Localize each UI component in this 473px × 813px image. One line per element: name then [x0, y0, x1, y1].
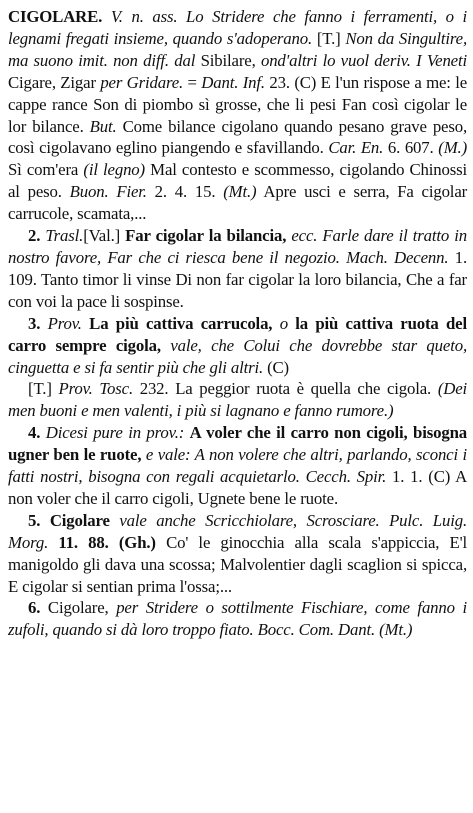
sense-source-number: 1. 109.	[8, 247, 467, 289]
source-dante-number: 23.	[269, 72, 290, 92]
entry-paragraph	[8, 6, 467, 225]
sibilare-word: Sibilare,	[200, 50, 256, 70]
phrase-bold: A voler che il carro non cigoli, bisogna ugner ben le ruote,	[8, 423, 468, 465]
source-buon: Buon. Fier.	[69, 182, 147, 202]
sense-source: Mach. Decenn.	[346, 247, 449, 267]
source-but: But.	[89, 116, 117, 136]
sense-word: Cigolare,	[47, 598, 109, 618]
t-mark: [T.]	[28, 379, 52, 399]
sense-label: Trasl.	[45, 226, 84, 246]
sense-gloss: vale anche Scricchiolare, Scrosciare.	[119, 510, 380, 530]
quote-dante: E l'un rispose a me: le cappe rance Son di piombo sì grosse, che li pesi Fan così cigolar le lor bilance.	[8, 72, 468, 136]
sense-2	[8, 225, 467, 313]
gh-mark: (Gh.)	[118, 532, 156, 552]
sense-intro: Dicesi pure in prov.:	[45, 423, 185, 443]
source-car: Car. En.	[328, 138, 384, 158]
sense-3	[8, 313, 467, 379]
sense-source-number: 232.	[139, 379, 169, 399]
mt-mark: (Mt.)	[223, 182, 257, 202]
quote-but: Come bilance cigolano quando pesano grave peso, così cigolavano eglino piangendo e sfavillando.	[8, 116, 468, 158]
quote-buon: Apre usci e serra, Fa cigolar carrucole, scamata,...	[8, 182, 468, 224]
sense-gloss-2: (Dei men buoni e men valenti, i più si lagnano e fanno rumore.)	[8, 379, 468, 421]
headword: CIGOLARE.	[8, 7, 103, 26]
sense-quote: La peggior ruota è quella che cigola.	[175, 379, 432, 399]
sense-3-subentry	[8, 378, 467, 422]
etymology-note-2: ond'altri lo vuol deriv.	[260, 50, 411, 70]
sense-number: 2.	[28, 226, 41, 246]
quote-car: Sì com'era	[8, 160, 79, 180]
definition: Lo Stridere che fanno i ferramenti, o i legnami fregati insieme, quando s'adoperano.	[8, 7, 468, 48]
sense-number: 3.	[28, 313, 41, 333]
val-mark: [Val.]	[83, 226, 121, 246]
sense-source: Cecch. Spir.	[305, 467, 387, 487]
per-gridare: per Gridare.	[100, 72, 184, 92]
t-mark: [T.]	[316, 28, 341, 48]
c-mark: (C)	[428, 467, 451, 487]
source-buon-number: 2. 4. 15.	[154, 182, 216, 202]
sense-number: 5.	[28, 510, 41, 530]
sense-quote: Co' le ginocchia alla scala s'appiccia, E'l manigoldo gli dava una scossa; Malvolentier dagli scaglion si spicca, E cigolar si sentian prima l'ossa;...	[8, 532, 467, 596]
veneti-note: I Veneti	[416, 50, 468, 70]
sense-4	[8, 422, 467, 510]
sense-gloss: vale, che Colui che dovrebbe star queto, cinguetta e si fa sentir più che gli altri.	[8, 335, 467, 377]
sense-gloss: e vale: A non volere che altri, parlando, sconci i fatti nostri, bisogna con regali acquietarlo.	[8, 445, 468, 487]
sense-gloss: per Stridere o sottilmente Fischiare, come fanno i zufoli, quando si dà loro troppo fiato.	[8, 598, 468, 640]
c-mark: (C)	[267, 357, 289, 377]
sense-source: Prov. Tosc.	[58, 379, 133, 399]
cigare-words: Cigare, Zigar	[8, 72, 96, 92]
sense-source: Bocc. Com. Dant.	[257, 620, 376, 640]
m-mark: (M.)	[438, 138, 468, 158]
etymology-note: Non da Singultire, ma suono imit. non diff. dal	[8, 28, 468, 70]
il-legno: (il legno)	[83, 160, 145, 180]
sense-number: 4.	[28, 423, 41, 443]
source-car-number: 6. 607.	[387, 138, 434, 158]
mt-mark: (Mt.)	[379, 620, 413, 640]
sense-quote: Tanto timor li vinse Di non far cigolar la loro bilancia, Che a far con voi la pace li sospinse.	[8, 269, 467, 311]
phrase-bold: Cigolare	[49, 510, 110, 530]
phrase-bold: Far cigolar la bilancia,	[125, 226, 287, 246]
c-mark: (C)	[294, 72, 317, 92]
sense-5	[8, 510, 467, 598]
sense-quote: A non voler che il carro cigoli, Ugnete bene le ruote.	[8, 467, 468, 508]
sense-gloss: ecc. Farle dare il tratto in nostro favore, Far che ci riesca bene il negozio.	[8, 226, 468, 267]
phrase-bold-2: la più cattiva ruota del carro sempre cigola,	[8, 313, 467, 355]
phrase-bold: La più cattiva carrucola,	[89, 313, 273, 333]
phrase-connector: o	[279, 313, 288, 333]
sense-6	[8, 597, 467, 641]
sense-source-number: 11. 88.	[58, 532, 109, 552]
source-dante: Dant. Inf.	[201, 72, 265, 92]
sense-label: Prov.	[47, 313, 82, 333]
sense-number: 6.	[28, 598, 41, 618]
equals-sign: =	[187, 72, 197, 92]
sense-source: Pulc. Luig. Morg.	[8, 510, 468, 552]
grammar-label: V. n. ass.	[110, 7, 178, 26]
sense-source-number: 1. 1.	[392, 467, 423, 487]
quote-car-2: Mal contesto e scommesso, cigolando Chinossi al peso.	[8, 160, 468, 202]
